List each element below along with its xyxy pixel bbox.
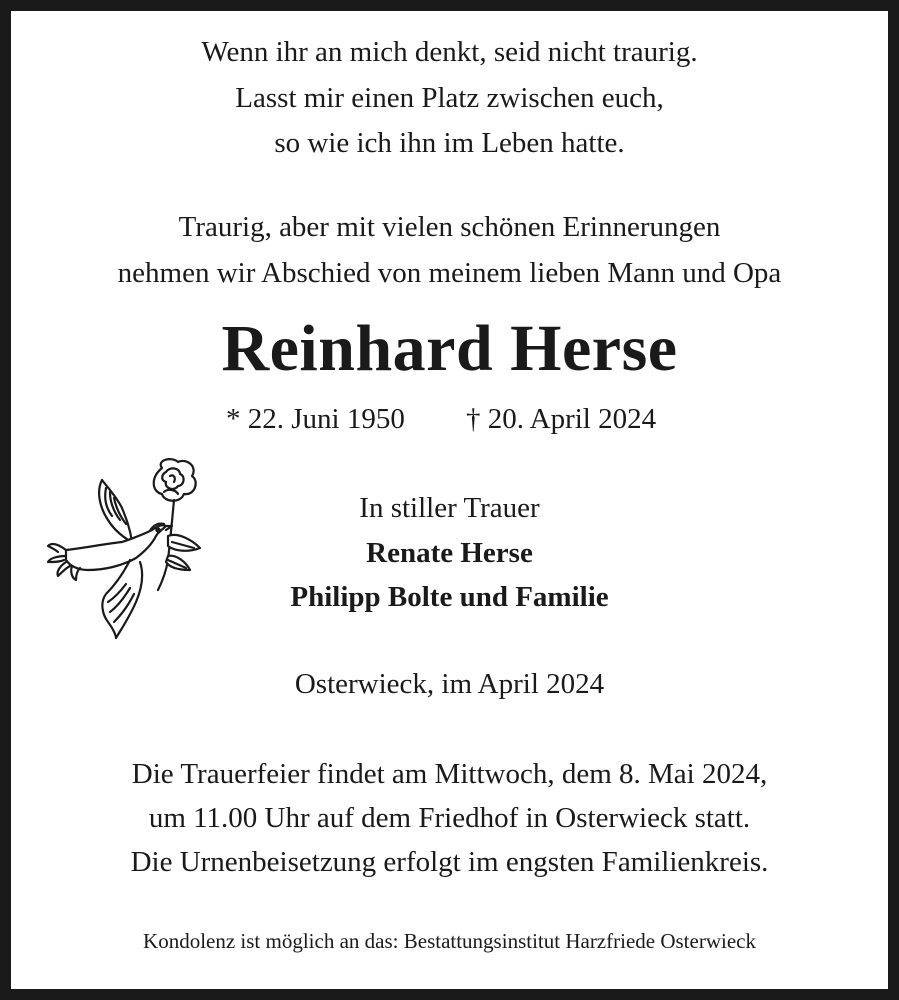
- death-date: † 20. April 2024: [466, 403, 657, 435]
- place-date: Osterwieck, im April 2024: [294, 668, 605, 700]
- condolence-note: Kondolenz ist möglich an das: Bestattungsinstitut Harzfriede Osterwieck: [143, 929, 756, 953]
- mourning-heading: In stiller Trauer: [359, 492, 540, 524]
- poem-line-1: Wenn ihr an mich denkt, seid nicht traurig.: [201, 36, 698, 68]
- mourner-name: Renate Herse: [366, 537, 533, 569]
- deceased-name: Reinhard Herse: [221, 312, 678, 385]
- mourner-name: Philipp Bolte und Familie: [290, 581, 609, 613]
- ceremony-line-2: um 11.00 Uhr auf dem Friedhof in Osterwieck statt.: [148, 802, 751, 834]
- intro-line-2: nehmen wir Abschied von meinem lieben Mann und Opa: [117, 257, 782, 289]
- poem-line-3: so wie ich ihn im Leben hatte.: [274, 127, 625, 159]
- ceremony-line-3: Die Urnenbeisetzung erfolgt im engsten Familienkreis.: [130, 846, 769, 878]
- ceremony-line-1: Die Trauerfeier findet am Mittwoch, dem 8. Mai 2024,: [131, 758, 768, 790]
- birth-date: * 22. Juni 1950: [226, 403, 405, 435]
- poem-line-2: Lasst mir einen Platz zwischen euch,: [235, 82, 664, 114]
- intro-line-1: Traurig, aber mit vielen schönen Erinnerungen: [178, 211, 721, 243]
